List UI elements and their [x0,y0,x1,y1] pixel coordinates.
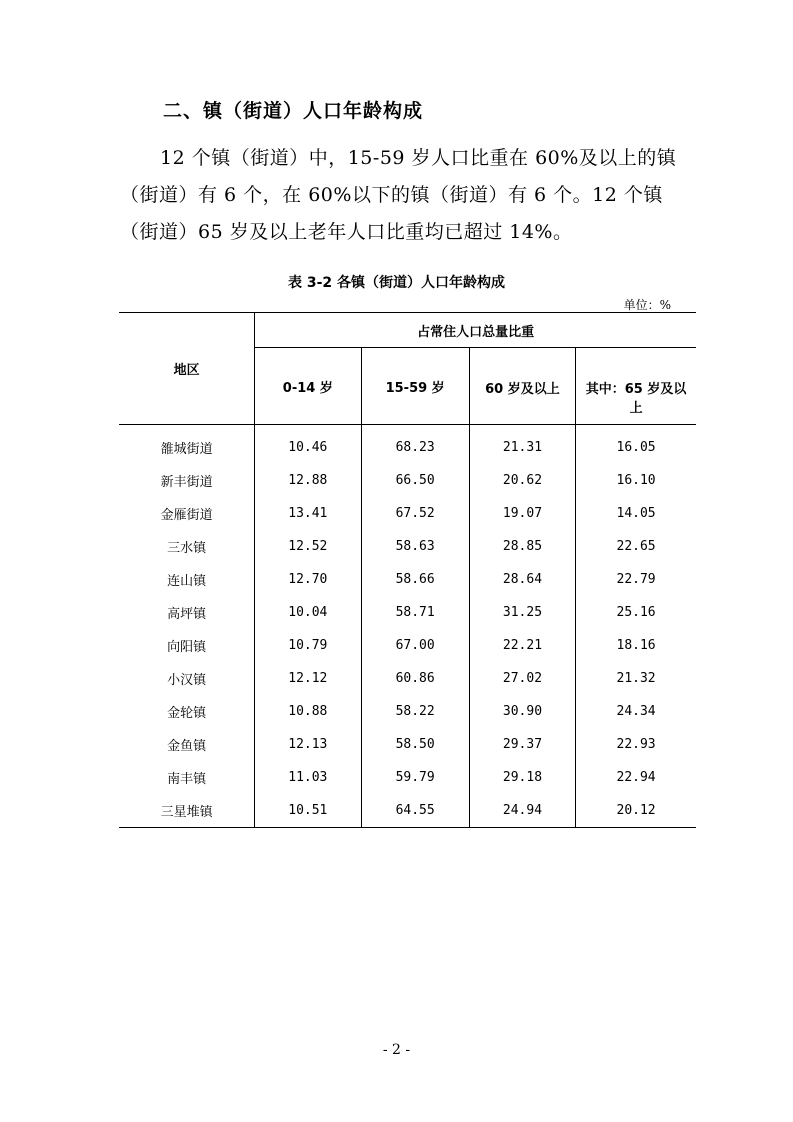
value-cell: 14.05 [576,497,696,530]
table-row [119,497,696,530]
table-title: 表 3-2 各镇（街道）人口年龄构成 [287,275,506,291]
table-row [119,530,696,563]
table-row [119,596,696,629]
table-row [119,425,696,465]
value-cell: 12.52 [255,530,361,563]
table-row [119,794,696,828]
value-cell: 59.79 [361,761,469,794]
value-cell: 16.10 [576,464,696,497]
value-cell: 67.00 [361,629,469,662]
value-cell: 21.31 [469,425,575,465]
table-row [119,695,696,728]
value-cell: 22.65 [576,530,696,563]
region-cell: 三星堆镇 [119,794,255,828]
value-cell: 11.03 [255,761,361,794]
page-number: - 2 - [382,1042,411,1058]
age-structure-table [119,312,696,828]
value-cell: 24.94 [469,794,575,828]
value-cell: 10.88 [255,695,361,728]
col-header-65-plus: 其中：65 岁及以上 [576,348,696,425]
value-cell: 25.16 [576,596,696,629]
value-cell: 12.12 [255,662,361,695]
unit-note: 单位：% [623,298,671,312]
col-header-60-plus: 60 岁及以上 [469,348,575,425]
region-cell: 连山镇 [167,574,207,589]
region-cell: 金雁街道 [160,508,213,523]
value-cell: 19.07 [469,497,575,530]
value-cell: 27.02 [469,662,575,695]
value-cell: 22.79 [576,563,696,596]
value-cell: 58.22 [361,695,469,728]
col-header-0-14: 0-14 岁 [255,348,361,425]
value-cell: 29.37 [469,728,575,761]
value-cell: 12.13 [255,728,361,761]
value-cell: 24.34 [576,695,696,728]
col-header-15-59: 15-59 岁 [361,348,469,425]
table-row [119,464,696,497]
region-cell: 高坪镇 [167,607,207,622]
section-heading: 二、镇（街道）人口年龄构成 [163,100,424,122]
value-cell: 13.41 [255,497,361,530]
region-cell: 雒城街道 [160,442,213,457]
region-cell: 新丰街道 [160,475,213,490]
region-cell: 向阳镇 [167,640,207,655]
value-cell: 16.05 [576,425,696,465]
region-header: 地区 [119,313,255,425]
value-cell: 22.94 [576,761,696,794]
table-row [119,662,696,695]
table-row [119,728,696,761]
region-cell: 金轮镇 [167,706,207,721]
value-cell: 20.12 [576,794,696,828]
value-cell: 10.79 [255,629,361,662]
value-cell: 68.23 [361,425,469,465]
table-body [119,425,696,828]
value-cell: 58.71 [361,596,469,629]
table-row [119,761,696,794]
value-cell: 12.70 [255,563,361,596]
table-row [119,629,696,662]
value-cell: 31.25 [469,596,575,629]
region-cell: 金鱼镇 [167,739,207,754]
table-row [119,563,696,596]
value-cell: 10.46 [255,425,361,465]
value-cell: 60.86 [361,662,469,695]
value-cell: 12.88 [255,464,361,497]
value-cell: 22.21 [469,629,575,662]
value-cell: 20.62 [469,464,575,497]
value-cell: 28.64 [469,563,575,596]
value-cell: 10.51 [255,794,361,828]
value-cell: 66.50 [361,464,469,497]
region-cell: 小汉镇 [167,673,207,688]
value-cell: 58.63 [361,530,469,563]
value-cell: 30.90 [469,695,575,728]
value-cell: 64.55 [361,794,469,828]
group-header: 占常住人口总量比重 [255,313,696,348]
value-cell: 10.04 [255,596,361,629]
value-cell: 21.32 [576,662,696,695]
value-cell: 18.16 [576,629,696,662]
body-paragraph: 12 个镇（街道）中，15-59 岁人口比重在 60%及以上的镇（街道）有 6 个，在 60%以下的镇（街道）有 6 个。12 个镇（街道）65 岁及以上老年人口比重均已超过 14%。 [120,147,677,243]
value-cell: 22.93 [576,728,696,761]
region-cell: 三水镇 [167,541,207,556]
region-cell: 南丰镇 [167,772,207,787]
value-cell: 29.18 [469,761,575,794]
value-cell: 28.85 [469,530,575,563]
value-cell: 58.50 [361,728,469,761]
value-cell: 58.66 [361,563,469,596]
value-cell: 67.52 [361,497,469,530]
